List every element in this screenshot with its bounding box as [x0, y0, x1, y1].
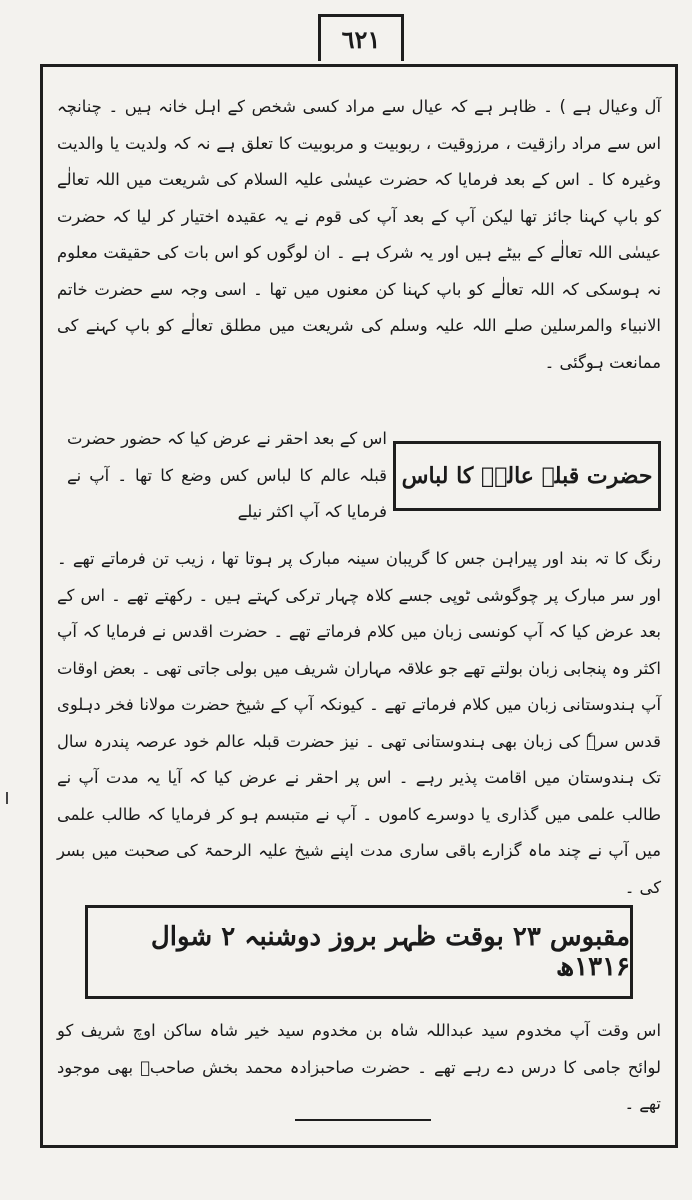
session-title-box: مقبوس ۲۳ بوقت ظہر بروز دوشنبہ ۲ شوال ۱۳۱۶ھ — [85, 905, 633, 999]
page-number: ٦٢١ — [318, 14, 404, 61]
section-heading: حضرت قبلہ عالمؒ کا لباس — [393, 441, 661, 511]
paragraph-3 — [57, 1013, 661, 1113]
heading-side-text: اس کے بعد احقر نے عرض کیا کہ حضور حضرت قبلہ عالم کا لباس کس وضع کا تھا ۔ آپ نے فرمایا کہ آپ اکثر نیلے — [67, 429, 387, 522]
page-frame — [40, 64, 678, 1148]
paragraph-2-text: رنگ کا تہ بند اور پیراہن جس کا گریبان سینہ مبارک پر ہوتا تھا ، زیب تن فرماتے تھے ۔ اور سر مبارک پر چوگوشی ٹوپی جسے کلاہ چہار ترکی کہتے ہیں ۔ رکھتے تھے ۔ اس کے بعد عرض کیا کہ آپ کونسی زبان میں کلام فرماتے تھے ۔ حضرت اقدس نے فرمایا کہ آپ اکثر وہ پنجابی زبان بولتے تھے جو علاقہ مہاران شریف میں بولی جاتی تھی ۔ بعض اوقات آپ ہندوستانی زبان میں کلام فرماتے تھے ۔ کیونکہ آپ کے شیخ حضرت مولانا فخر دہلوی قدس سرہٗ کی زبان بھی ہندوستانی تھی ۔ نیز حضرت قبلہ عالم خود عرصہ پندرہ سال تک ہندوستان میں اقامت پذیر رہے ۔ اس پر احقر نے عرض کیا کہ آیا یہ مدت آپ نے طالب علمی میں گذاری یا دوسرے کاموں ۔ آپ نے متبسم ہو کر فرمایا کہ طالب علمی میں آپ نے چند ماہ گزارے باقی ساری مدت اپنے شیخ علیہ الرحمۃ کی صحبت میں بسر کی ۔ — [57, 549, 661, 897]
section-heading-row — [57, 417, 661, 535]
end-divider — [295, 1119, 431, 1121]
paragraph-1 — [57, 89, 661, 421]
paragraph-2 — [57, 541, 661, 933]
paragraph-3-text: اس وقت آپ مخدوم سید عبداللہ شاہ بن مخدوم سید خیر شاہ ساکن اوچ شریف کو لوائح جامی کا درس دے رہے تھے ۔ حضرت صاحبزادہ محمد بخش صاحبؒ بھی موجود تھے ۔ — [57, 1021, 661, 1113]
paragraph-1-text: آل وعیال ہے ) ۔ ظاہر ہے کہ عیال سے مراد کسی شخص کے اہل خانہ ہیں ۔ چنانچہ اس سے مراد رازقیت ، مرزوقیت ، ربوبیت و مربوبیت کا تعلق ہے نہ کہ ولدیت یا والدیت وغیرہ کا ۔ اس کے بعد فرمایا کہ حضرت عیسٰی علیہ السلام کی شریعت میں اللہ تعالٰے کو باپ کہنا جائز تھا لیکن آپ کے بعد آپ کی قوم نے یہ عقیدہ اختیار کر لیا کہ حضرت عیسٰی اللہ تعالٰے کے بیٹے ہیں اور یہ شرک ہے ۔ ان لوگوں کو اس بات کی حقیقت معلوم نہ ہوسکی کہ اللہ تعالٰے کو باپ کہنا کن معنوں میں تھا ۔ اسی وجہ سے حضرت خاتم الانبیاء والمرسلین صلے اللہ علیہ وسلم کی شریعت میں مطلق تعالٰے کو باپ کہنے کی ممانعت ہوگئی ۔ — [57, 97, 661, 372]
margin-mark — [6, 792, 8, 804]
